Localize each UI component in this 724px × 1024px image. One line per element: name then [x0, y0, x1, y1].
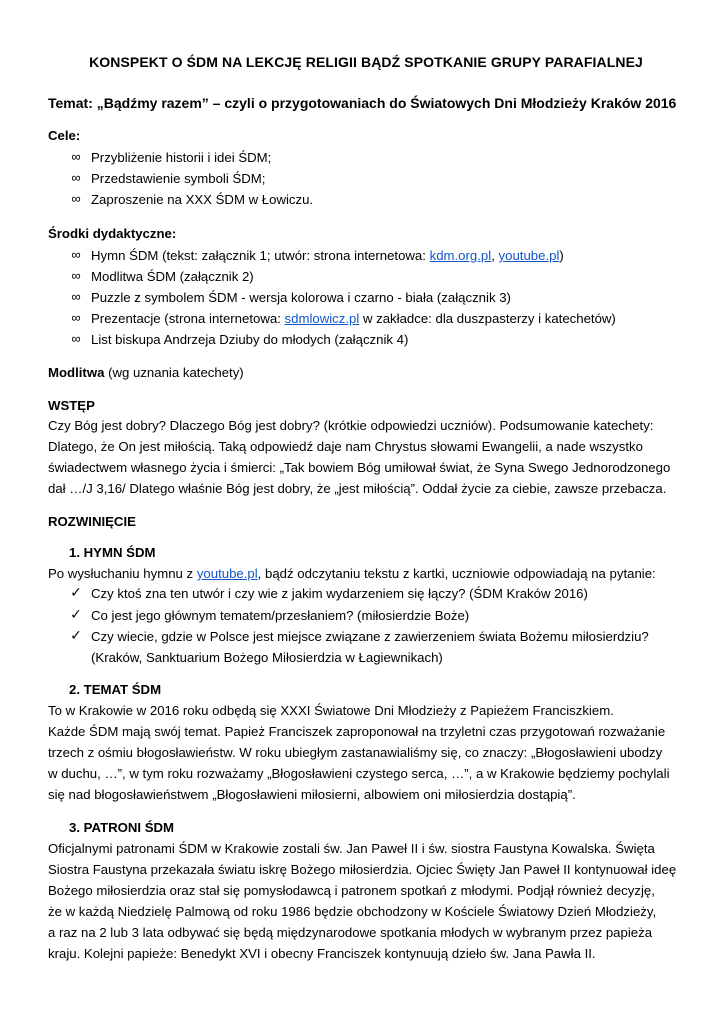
patrons-line: Siostra Faustyna przekazała światu iskrę Bożego miłosierdzia. Ojciec Święty Jan Paweł II kontynuował ideę — [48, 862, 677, 877]
sdmlowicz-link[interactable]: sdmlowicz.pl — [284, 311, 360, 326]
theme-line: w duchu, …”, w tym roku rozważamy „Błogosławieni czystego serca, …”, a w Krakowie będziemy pochylali — [48, 766, 670, 781]
hymn-question: Co jest jego głównym tematem/przesłaniem? (miłosierdzie Boże) — [91, 608, 470, 623]
hymn-intro: Po wysłuchaniu hymnu z youtube.pl, bądź odczytaniu tekstu z kartki, uczniowie odpowiadają na pytanie: — [48, 566, 656, 581]
intro-line: dał …/J 3,16/ Dlatego właśnie Bóg jest dobry, że „jest miłością”. Oddał życie za ciebie, zawsze przebacza. — [48, 481, 667, 496]
patrons-line: że w każdą Niedzielę Palmową od roku 1986 będzie obchodzony w Kościele Światowy Dzień Młodzieży, — [48, 904, 657, 919]
means-item-presentations: Prezentacje (strona internetowa: sdmlowicz.pl w zakładce: dla duszpasterzy i katechetów) — [91, 311, 616, 326]
development-heading: ROZWINIĘCIE — [48, 514, 136, 529]
intro-line: świadectwem własnego życia i śmierci: „Tak bowiem Bóg umiłował świat, że Syna Swego Jednorodzonego — [48, 460, 671, 475]
means-heading: Środki dydaktyczne: — [48, 226, 177, 241]
section-theme-heading: 2. TEMAT ŚDM — [69, 682, 162, 697]
goal-item: Zaproszenie na XXX ŚDM w Łowiczu. — [91, 192, 314, 207]
hymn-question-answer: (Kraków, Sanktuarium Bożego Miłosierdzia w Łagiewnikach) — [91, 650, 443, 665]
infinity-bullet-icon: ∞ — [71, 149, 81, 164]
goal-item: Przybliżenie historii i idei ŚDM; — [91, 150, 272, 165]
patrons-line: a raz na 2 lub 3 lata odbywać się będą międzynarodowe spotkania młodych w wybranym przez papieża — [48, 925, 653, 940]
infinity-bullet-icon: ∞ — [71, 247, 81, 262]
theme-line: Każde ŚDM mają swój temat. Papież Franciszek zaproponował na trzyletni czas przygotowań rozważanie — [48, 724, 666, 739]
infinity-bullet-icon: ∞ — [71, 170, 81, 185]
check-icon: ✓ — [70, 627, 82, 643]
youtube-link[interactable]: youtube.pl — [196, 566, 258, 581]
theme-line: się nad błogosławieństwem „Błogosławieni miłosierni, albowiem oni miłosierdzia dostąpią”. — [48, 787, 576, 802]
intro-heading: WSTĘP — [48, 398, 95, 413]
theme-line: To w Krakowie w 2016 roku odbędą się XXXI Światowe Dni Młodzieży z Papieżem Franciszkiem. — [48, 703, 614, 718]
check-icon: ✓ — [70, 584, 82, 600]
infinity-bullet-icon: ∞ — [71, 191, 81, 206]
infinity-bullet-icon: ∞ — [71, 268, 81, 283]
infinity-bullet-icon: ∞ — [71, 289, 81, 304]
section-patrons-heading: 3. PATRONI ŚDM — [69, 820, 175, 835]
infinity-bullet-icon: ∞ — [71, 331, 81, 346]
prayer-line: Modlitwa (wg uznania katechety) — [48, 365, 244, 380]
theme-line: trzech z ośmiu błogosławieństw. W roku ubiegłym zastanawialiśmy się, co znaczy: „Błogosławieni ubodzy — [48, 745, 663, 760]
means-item-letter: List biskupa Andrzeja Dziuby do młodych (załącznik 4) — [91, 332, 409, 347]
patrons-line: kraju. Kolejni papieże: Benedykt XVI i obecny Franciszek kontynuują dzieło św. Jana Pawła II. — [48, 946, 596, 961]
means-item-prayer: Modlitwa ŚDM (załącznik 2) — [91, 269, 254, 284]
check-icon: ✓ — [70, 606, 82, 622]
kdm-link[interactable]: kdm.org.pl — [429, 248, 492, 263]
section-hymn-heading: 1. HYMN ŚDM — [69, 545, 156, 560]
hymn-question: Czy ktoś zna ten utwór i czy wie z jakim wydarzeniem się łączy? (ŚDM Kraków 2016) — [91, 586, 588, 601]
intro-line: Czy Bóg jest dobry? Dlaczego Bóg jest dobry? (krótkie odpowiedzi uczniów). Podsumowanie katechety: — [48, 418, 654, 433]
hymn-question: Czy wiecie, gdzie w Polsce jest miejsce związane z zawierzeniem świata Bożemu miłosierdziu? — [91, 629, 649, 644]
goals-heading: Cele: — [48, 128, 81, 143]
youtube-link[interactable]: youtube.pl — [498, 248, 560, 263]
goal-item: Przedstawienie symboli ŚDM; — [91, 171, 266, 186]
patrons-line: Bożego miłosierdzia oraz stał się pomysłodawcą i patronem spotkań z młodymi. Podjął również decyzję, — [48, 883, 655, 898]
document-title: KONSPEKT O ŚDM NA LEKCJĘ RELIGII BĄDŹ SPOTKANIE GRUPY PARAFIALNEJ — [89, 54, 643, 70]
intro-line: Dlatego, że On jest miłością. Taką odpowiedź daje nam Chrystus słowami Ewangelii, a nade wszystko — [48, 439, 643, 454]
infinity-bullet-icon: ∞ — [71, 310, 81, 325]
means-item-puzzle: Puzzle z symbolem ŚDM - wersja kolorowa i czarno - biała (załącznik 3) — [91, 290, 511, 305]
patrons-line: Oficjalnymi patronami ŚDM w Krakowie zostali św. Jan Paweł II i św. siostra Faustyna Kowalska. Święta — [48, 841, 655, 856]
lesson-topic: Temat: „Bądźmy razem” – czyli o przygotowaniach do Światowych Dni Młodzieży Kraków 2016 — [48, 95, 677, 111]
means-item-hymn: Hymn ŚDM (tekst: załącznik 1; utwór: strona internetowa: kdm.org.pl, youtube.pl) — [91, 248, 564, 263]
